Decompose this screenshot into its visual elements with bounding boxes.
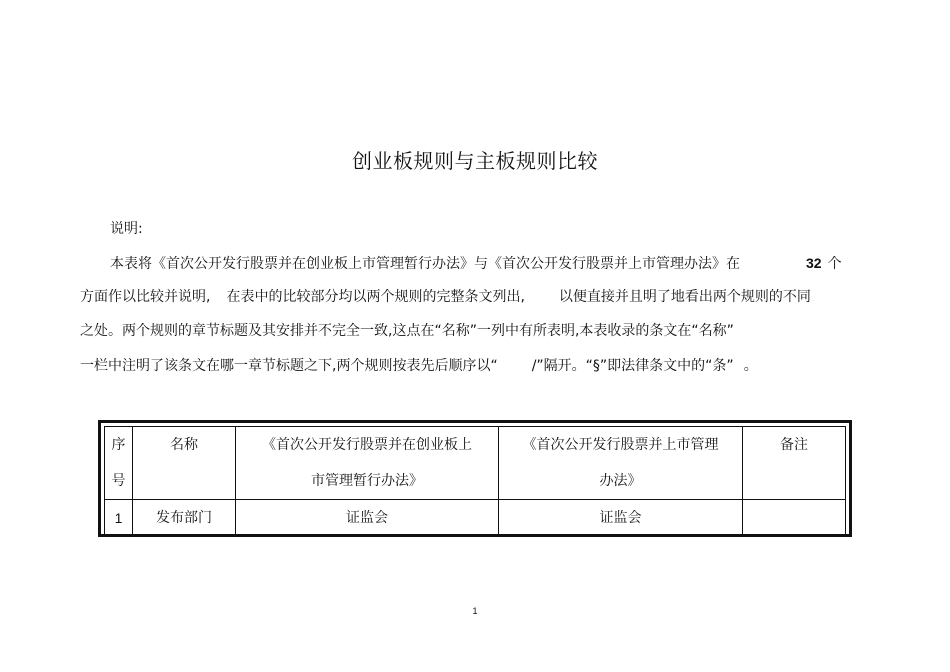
- intro-aspect-count: 32: [806, 255, 822, 271]
- header-rule-b: [499, 427, 743, 500]
- intro-line-4-part-b: /”隔开。“§”即法律条文中的“条”: [531, 358, 734, 374]
- intro-line-2-part-a: 方面作以比较并说明,: [80, 289, 211, 305]
- table-header-row: [105, 427, 846, 500]
- intro-line-3: 之处。两个规则的章节标题及其安排并不完全一致,这点在“名称”一列中有所表明,本表收录的条文在“名称”: [80, 323, 734, 339]
- page-title: 创业板规则与主板规则比较: [352, 149, 598, 173]
- intro-line-1-text: 本表将《首次公开发行股票并在创业板上市管理暂行办法》与《首次公开发行股票并上市管理办法》在: [110, 256, 740, 272]
- header-rule-a: [236, 427, 499, 500]
- intro-line-4: [80, 356, 758, 376]
- comparison-table: [104, 426, 846, 537]
- header-rule-b-line-2: 办法》: [599, 473, 642, 489]
- header-rule-a-line-2: 市管理暂行办法》: [311, 473, 423, 489]
- intro-line-2-part-c: 以便直接并且明了地看出两个规则的不同: [558, 289, 811, 305]
- header-index: [105, 427, 133, 500]
- row-name: 发布部门: [133, 500, 236, 537]
- intro-line-4-part-a: 一栏中注明了该条文在哪一章节标题之下,两个规则按表先后顺序以“: [80, 358, 498, 374]
- intro-line-2: [80, 287, 811, 307]
- row-rule-b: 证监会: [499, 500, 743, 537]
- header-index-line-1: 序: [111, 437, 126, 453]
- page-number: 1: [472, 606, 478, 616]
- row-rule-a: 证监会: [236, 500, 499, 537]
- intro-label: 说明:: [110, 221, 143, 237]
- row-index: 1: [105, 500, 133, 537]
- header-rule-b-line-1: 《首次公开发行股票并上市管理: [522, 437, 719, 453]
- table-row: [105, 500, 846, 537]
- header-index-line-2: 号: [111, 473, 126, 489]
- row-note: [743, 500, 846, 537]
- intro-line-4-part-c: 。: [743, 358, 758, 374]
- header-rule-a-line-1: 《首次公开发行股票并在创业板上: [262, 437, 472, 453]
- intro-line-2-part-b: 在表中的比较部分均以两个规则的完整条文列出,: [226, 289, 525, 305]
- header-name: 名称: [133, 427, 236, 500]
- intro-line-1: [110, 253, 842, 274]
- header-note: 备注: [743, 427, 846, 500]
- intro-line-1-unit: 个: [827, 256, 842, 272]
- comparison-table-frame: [98, 420, 852, 537]
